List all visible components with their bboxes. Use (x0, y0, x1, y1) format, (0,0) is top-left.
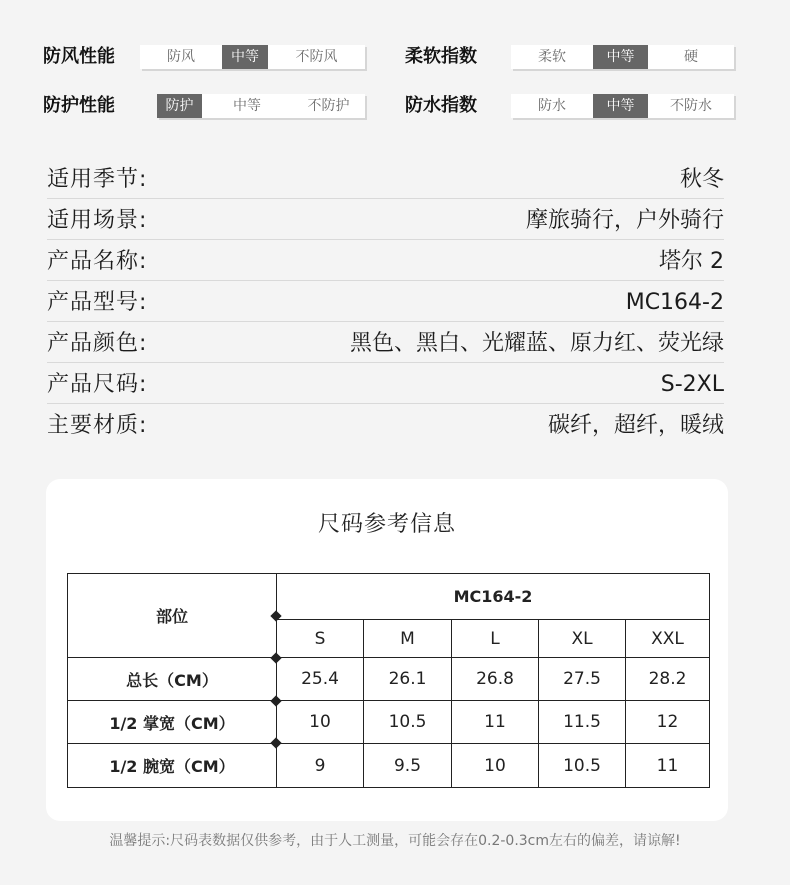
spec-row (47, 404, 724, 444)
size-chart-card (46, 479, 728, 821)
cell-value: 25.4 (301, 669, 339, 689)
rating-label: 防护性能 (43, 95, 115, 116)
spec-key: 适用场景: (47, 208, 148, 233)
spec-key: 适用季节: (47, 167, 148, 192)
rating-option: 中等 (593, 45, 648, 69)
rating-option: 中等 (222, 45, 268, 69)
size-disclaimer: 温馨提示:尺码表数据仅供参考，由于人工测量，可能会存在0.2-0.3cm左右的偏差，请谅解! (109, 833, 681, 849)
size-header: M (364, 620, 452, 658)
rating-option: 不防风 (295, 49, 338, 65)
rating-scale (157, 94, 365, 118)
spec-row (47, 322, 724, 363)
spec-key: 产品名称: (47, 249, 148, 274)
row-label: 1/2 腕宽（CM） (68, 744, 277, 788)
cell-value: 10 (309, 712, 331, 732)
rating-option: 不防水 (670, 98, 712, 114)
rating-option: 中等 (233, 98, 261, 114)
row-label: 总长（CM） (68, 658, 277, 701)
table-cell (277, 658, 364, 701)
size-table (67, 573, 710, 788)
rating-option: 防风 (167, 49, 195, 65)
table-cell: 28.2 (626, 658, 710, 701)
size-chart-title: 尺码参考信息 (317, 512, 456, 537)
table-cell: 12 (626, 701, 710, 744)
spec-row (47, 363, 724, 404)
rating-option: 硬 (684, 49, 698, 65)
model-label: MC164-2 (453, 587, 533, 606)
rating-scale (140, 45, 365, 69)
table-cell: 26.8 (452, 658, 539, 701)
table-row (68, 574, 710, 620)
table-cell (277, 701, 364, 744)
table-cell: 9.5 (364, 744, 452, 788)
size-header: L (452, 620, 539, 658)
size-header: XL (539, 620, 626, 658)
rating-option: 不防护 (307, 98, 350, 114)
size-header: S (277, 620, 364, 658)
rating-scale (511, 94, 734, 118)
spec-key: 产品颜色: (47, 331, 148, 356)
table-cell: 11 (626, 744, 710, 788)
spec-value: 摩旅骑行，户外骑行 (525, 208, 724, 233)
spec-value: 秋冬 (679, 167, 724, 192)
size-header: XXL (626, 620, 710, 658)
rating-option: 柔软 (538, 49, 566, 65)
spec-value: 黑色、黑白、光耀蓝、原力红、荧光绿 (349, 331, 724, 356)
rating-option: 防水 (538, 98, 566, 114)
table-cell: 27.5 (539, 658, 626, 701)
corner-header: 部位 (68, 574, 277, 658)
row-label: 1/2 掌宽（CM） (68, 701, 277, 744)
rating-option: 防护 (157, 94, 202, 118)
table-row (68, 701, 710, 744)
spec-key: 主要材质: (47, 413, 148, 438)
spec-value: 塔尔 2 (659, 249, 724, 274)
rating-scale (511, 45, 734, 69)
table-row (68, 744, 710, 788)
table-cell: 9 (277, 744, 364, 788)
spec-list (47, 158, 724, 444)
spec-key: 产品尺码: (47, 372, 148, 397)
rating-option: 中等 (593, 94, 648, 118)
spec-row (47, 281, 724, 322)
table-cell: 10.5 (364, 701, 452, 744)
rating-label: 柔软指数 (405, 46, 477, 67)
spec-value: MC164-2 (625, 290, 724, 315)
table-cell: 11 (452, 701, 539, 744)
spec-value: 碳纤，超纤，暖绒 (547, 413, 724, 438)
model-header (277, 574, 710, 620)
table-cell: 10 (452, 744, 539, 788)
spec-row (47, 199, 724, 240)
spec-key: 产品型号: (47, 290, 148, 315)
table-cell: 10.5 (539, 744, 626, 788)
table-cell: 26.1 (364, 658, 452, 701)
rating-label: 防水指数 (405, 95, 477, 116)
spec-row (47, 240, 724, 281)
table-cell: 11.5 (539, 701, 626, 744)
spec-value: S-2XL (660, 372, 724, 397)
rating-label: 防风性能 (43, 46, 115, 67)
spec-row (47, 158, 724, 199)
table-row (68, 658, 710, 701)
